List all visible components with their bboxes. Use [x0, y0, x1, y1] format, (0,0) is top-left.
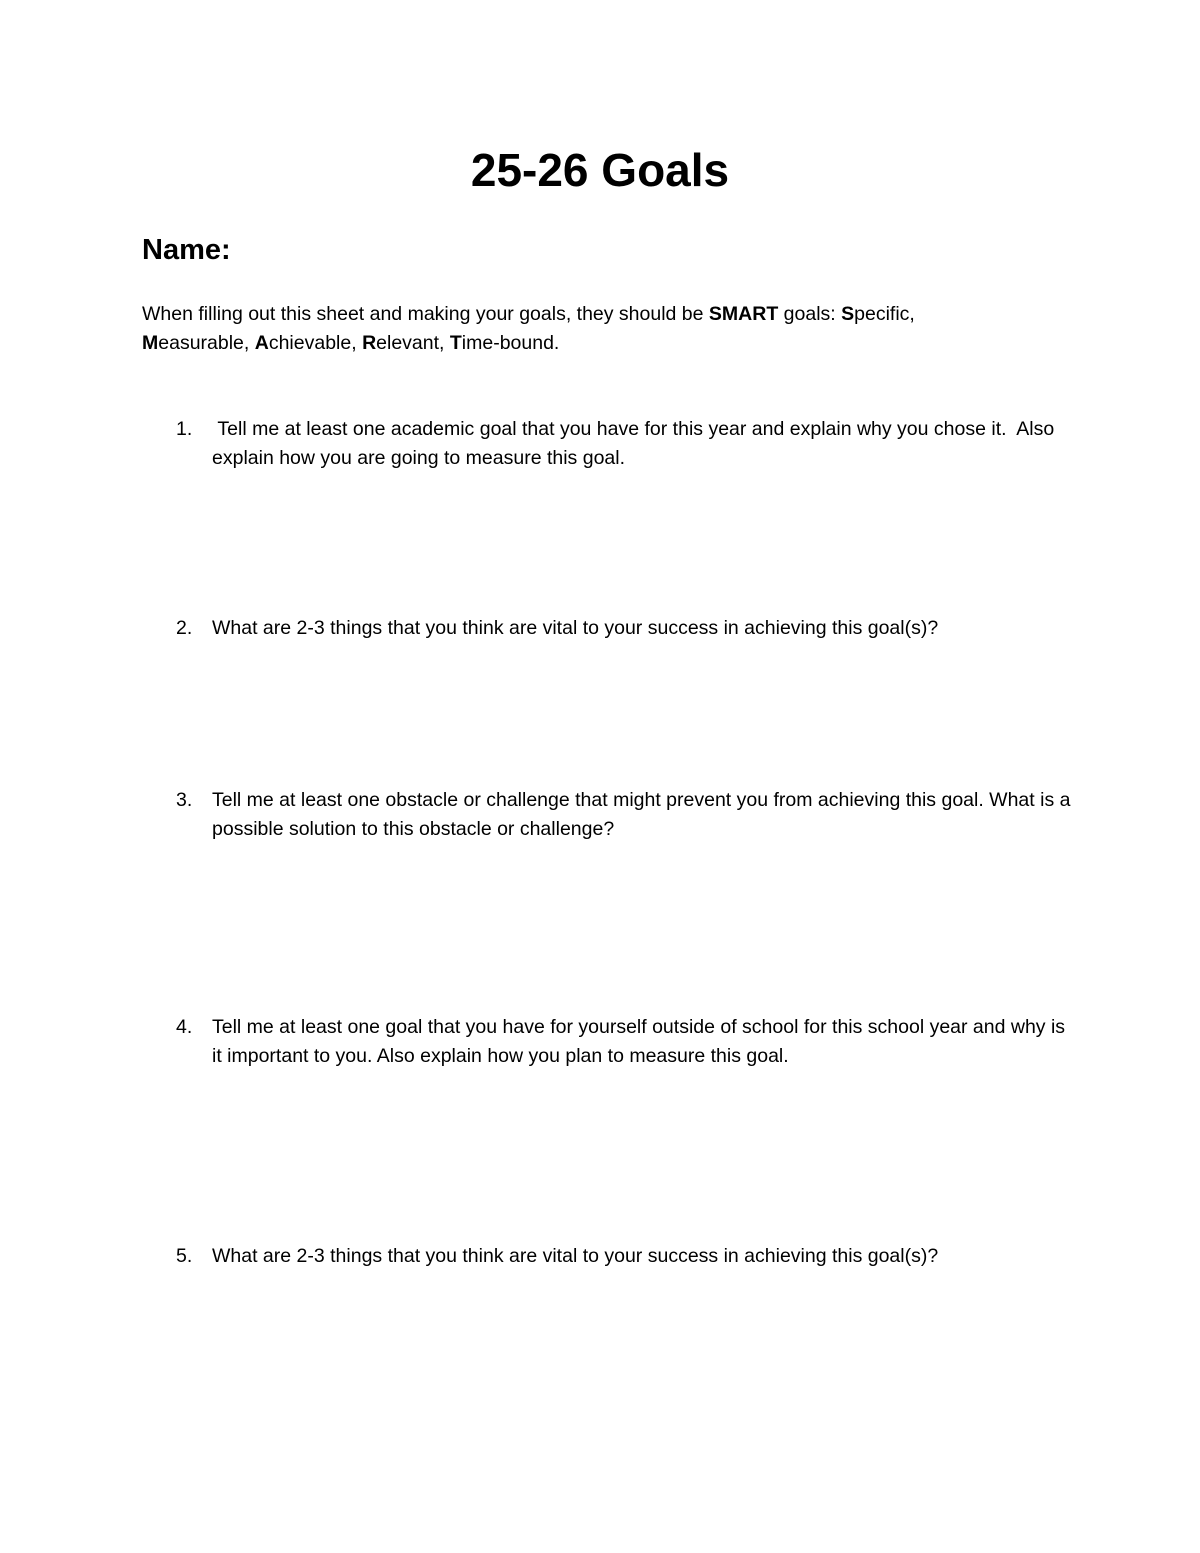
question-text: Tell me at least one academic goal that you have for this year and explain why you chose it. Also explain how you are going to measure this goal.	[212, 418, 1060, 469]
name-label: Name:	[142, 234, 231, 266]
question-item	[172, 786, 1072, 844]
question-text: What are 2-3 things that you think are vital to your success in achieving this goal(s)?	[212, 617, 939, 639]
question-item	[172, 614, 1072, 643]
smart-emphasis: SMART	[708, 303, 779, 325]
intro-text: chievable,	[268, 332, 363, 354]
smart-letter-s: S	[841, 303, 855, 325]
question-text: Tell me at least one obstacle or challenge that might prevent you from achieving this goal. What is a possible solution to this obstacle or challenge?	[212, 789, 1071, 840]
smart-letter-r: R	[362, 332, 377, 354]
intro-text: ime-bound.	[461, 332, 560, 354]
intro-paragraph	[142, 300, 1042, 358]
question-item	[172, 1013, 1072, 1071]
intro-text: goals:	[778, 303, 842, 325]
question-number: 5.	[176, 1245, 193, 1267]
smart-letter-t: T	[449, 332, 462, 354]
question-item	[172, 415, 1072, 473]
question-text: What are 2-3 things that you think are vital to your success in achieving this goal(s)?	[212, 1245, 939, 1267]
question-text: Tell me at least one goal that you have for yourself outside of school for this school year and why is it important to you. Also explain how you plan to measure this goal.	[212, 1016, 1066, 1067]
question-item	[172, 1242, 1072, 1271]
intro-text: When filling out this sheet and making your goals, they should be	[142, 303, 709, 325]
question-number: 3.	[176, 789, 193, 811]
question-number: 4.	[176, 1016, 193, 1038]
page-title: 25-26 Goals	[470, 144, 730, 196]
intro-text: easurable,	[158, 332, 255, 354]
smart-letter-a: A	[254, 332, 269, 354]
intro-text: pecific,	[854, 303, 915, 325]
smart-letter-m: M	[142, 332, 159, 354]
question-number: 2.	[176, 617, 193, 639]
question-number: 1.	[176, 418, 193, 440]
intro-text: elevant,	[376, 332, 450, 354]
